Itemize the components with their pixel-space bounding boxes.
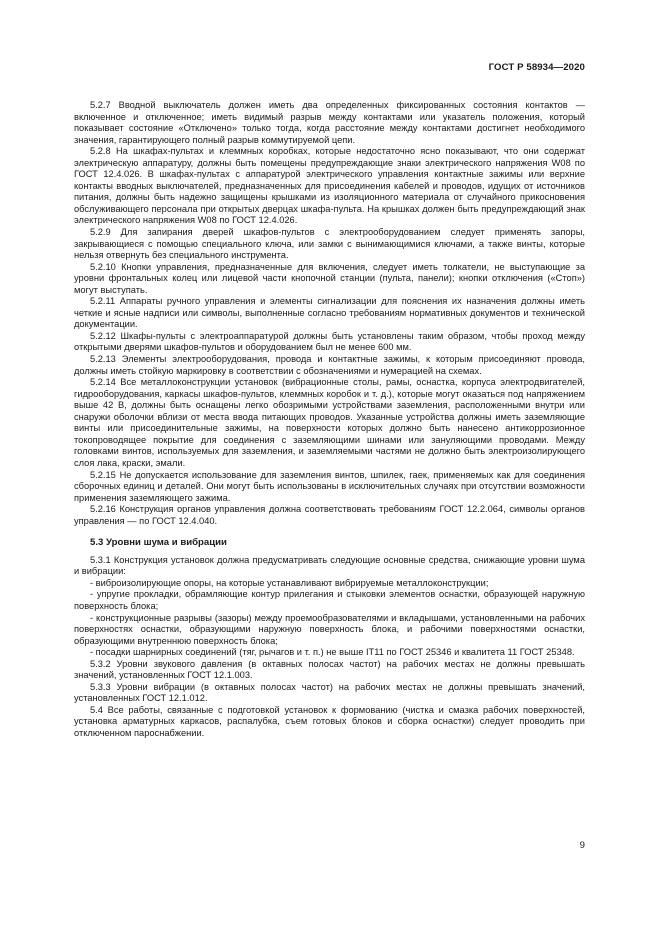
paragraph-5-2-14: 5.2.14 Все металлоконструкции установок (вибрационные столы, рамы, оснастка, корпуса электродвигателей, гидрооборудования, каркасы шкафов-пультов, клеммных коробок и т. д.), которые могут оказаться под напряжением выше 42 В, должны быть оснащены легко обозримыми устройствами заземления, расположенными внутри или снаружи оболочки вблизи от места ввода питающих проводов. Указанные устройства должны иметь заземляющие винты или присоединительные зажимы, на поверхности которых должно быть нанесено антикоррозионное токопроводящее покрытие для соединения с заземляющими шинами или зануляющими проводами. Между головками винтов, используемых для заземления, и заземляемыми частями не должно быть электроизолирующего слоя лака, краски, эмали. [74, 377, 585, 468]
paragraph-5-2-9: 5.2.9 Для запирания дверей шкафов-пультов с электрооборудованием следует применять запоры, закрывающиеся с помощью специального ключа, или замки с вынимающимися ключами, а также винты, которые нельзя отвернуть без специального инструмента. [74, 227, 585, 261]
section-heading-5-3: 5.3 Уровни шума и вибрации [90, 537, 227, 549]
paragraph-5-3-1: 5.3.1 Конструкция установок должна предусматривать следующие основные средства, снижающие уровни шума и вибрации: [74, 554, 585, 577]
list-item: - виброизолирующие опоры, на которые устанавливают вибрируемые металлоконструкции; [90, 577, 489, 588]
paragraph-5-2-7: 5.2.7 Вводной выключатель должен иметь два определенных фиксированных состояния контактов — включенное и отключенное; иметь видимый разрыв между контактами или указатель положения, который показывает состояние «Отключено» только тогда, когда расстояние между контактами достигнет необходимого значения, гарантирующего полный разрыв коммутируемой цепи. [74, 100, 585, 145]
page-number: 9 [579, 840, 585, 851]
paragraph-5-2-8: 5.2.8 На шкафах-пультах и клеммных коробках, которые недостаточно ясно показывают, что они содержат электрическую аппаратуру, должны быть помещены предупреждающие знаки электрического напряжения W08 по ГОСТ 12.4.026. В шкафах-пультах с аппаратурой электрического управления контактные зажимы или верхние контакты вводных выключателей, предназначенных для присоединения кабелей и проводов, идущих от источников питания, должны быть надежно защищены крышками из изоляционного материала от случайного прикосновения обслуживающего персонала при открытых дверцах шкафа-пульта. На крышках должен быть предупреждающий знак электрического напряжения W08 по ГОСТ 12.4.026. [74, 146, 585, 226]
paragraph-5-3-2: 5.3.2 Уровни звукового давления (в октавных полосах частот) на рабочих местах не должны превышать значений, установленных ГОСТ 12.1.003. [74, 658, 585, 681]
paragraph-5-4: 5.4 Все работы, связанные с подготовкой установок к формованию (чистка и смазка рабочих поверхностей, установка арматурных каркасов, распалубка, съем готовых блоков и сборка оснастки) следует проводить при отключенном пароснабжении. [74, 704, 585, 738]
list-item: - упругие прокладки, обрамляющие контур прилегания и стыковки элементов оснастки, образующей наружную поверхность блока; [74, 589, 585, 611]
paragraph-5-2-13: 5.2.13 Элементы электрооборудования, провода и контактные зажимы, к которым присоединяют провода, должны иметь стойкую маркировку в соответствии с обозначениями и нумерацией на схемах. [74, 354, 585, 376]
document-header: ГОСТ Р 58934—2020 [488, 62, 585, 73]
paragraph-5-3-3: 5.3.3 Уровни вибрации (в октавных полосах частот) на рабочих местах не должны превышать значений, установленных ГОСТ 12.1.012. [74, 681, 585, 704]
paragraph-5-2-15: 5.2.15 Не допускается использование для заземления винтов, шпилек, гаек, применяемых как для соединения сборочных единиц и деталей. Они могут быть использованы в исключительных случаях при отсутствии возможности применения заземляющего зажима. [74, 469, 585, 503]
paragraph-5-2-16: 5.2.16 Конструкция органов управления должна соответствовать требованиям ГОСТ 12.2.064, символы органов управления — по ГОСТ 12.4.040. [74, 504, 585, 526]
paragraph-5-2-10: 5.2.10 Кнопки управления, предназначенные для включения, следует иметь толкатели, не выступающие за уровни фронтальных колец или лицевой части кнопочной станции (пульта, панели); кнопки отключения («Стоп») могут выступать. [74, 261, 585, 295]
list-item: - посадки шарнирных соединений (тяг, рычагов и т. п.) не выше IT11 по ГОСТ 25346 и квалитета 11 ГОСТ 25348. [90, 647, 575, 658]
list-item: - конструкционные разрывы (зазоры) между проемообразователями и вкладышами, установленными на рабочих поверхностях оснастки, образующими наружную поверхность блока, и рабочими поверхностями оснастки, образующими внутреннюю поверхность блока; [74, 612, 585, 646]
paragraph-5-2-11: 5.2.11 Аппараты ручного управления и элементы сигнализации для пояснения их назначения должны иметь четкие и ясные надписи или символы, выполненные согласно требованиям нормативных документов и технической документации. [74, 296, 585, 330]
paragraph-5-2-12: 5.2.12 Шкафы-пульты с электроаппаратурой должны быть установлены таким образом, чтобы проход между открытыми дверями шкафов-пультов и оборудованием был не менее 600 мм. [74, 330, 585, 353]
document-body [74, 100, 585, 740]
